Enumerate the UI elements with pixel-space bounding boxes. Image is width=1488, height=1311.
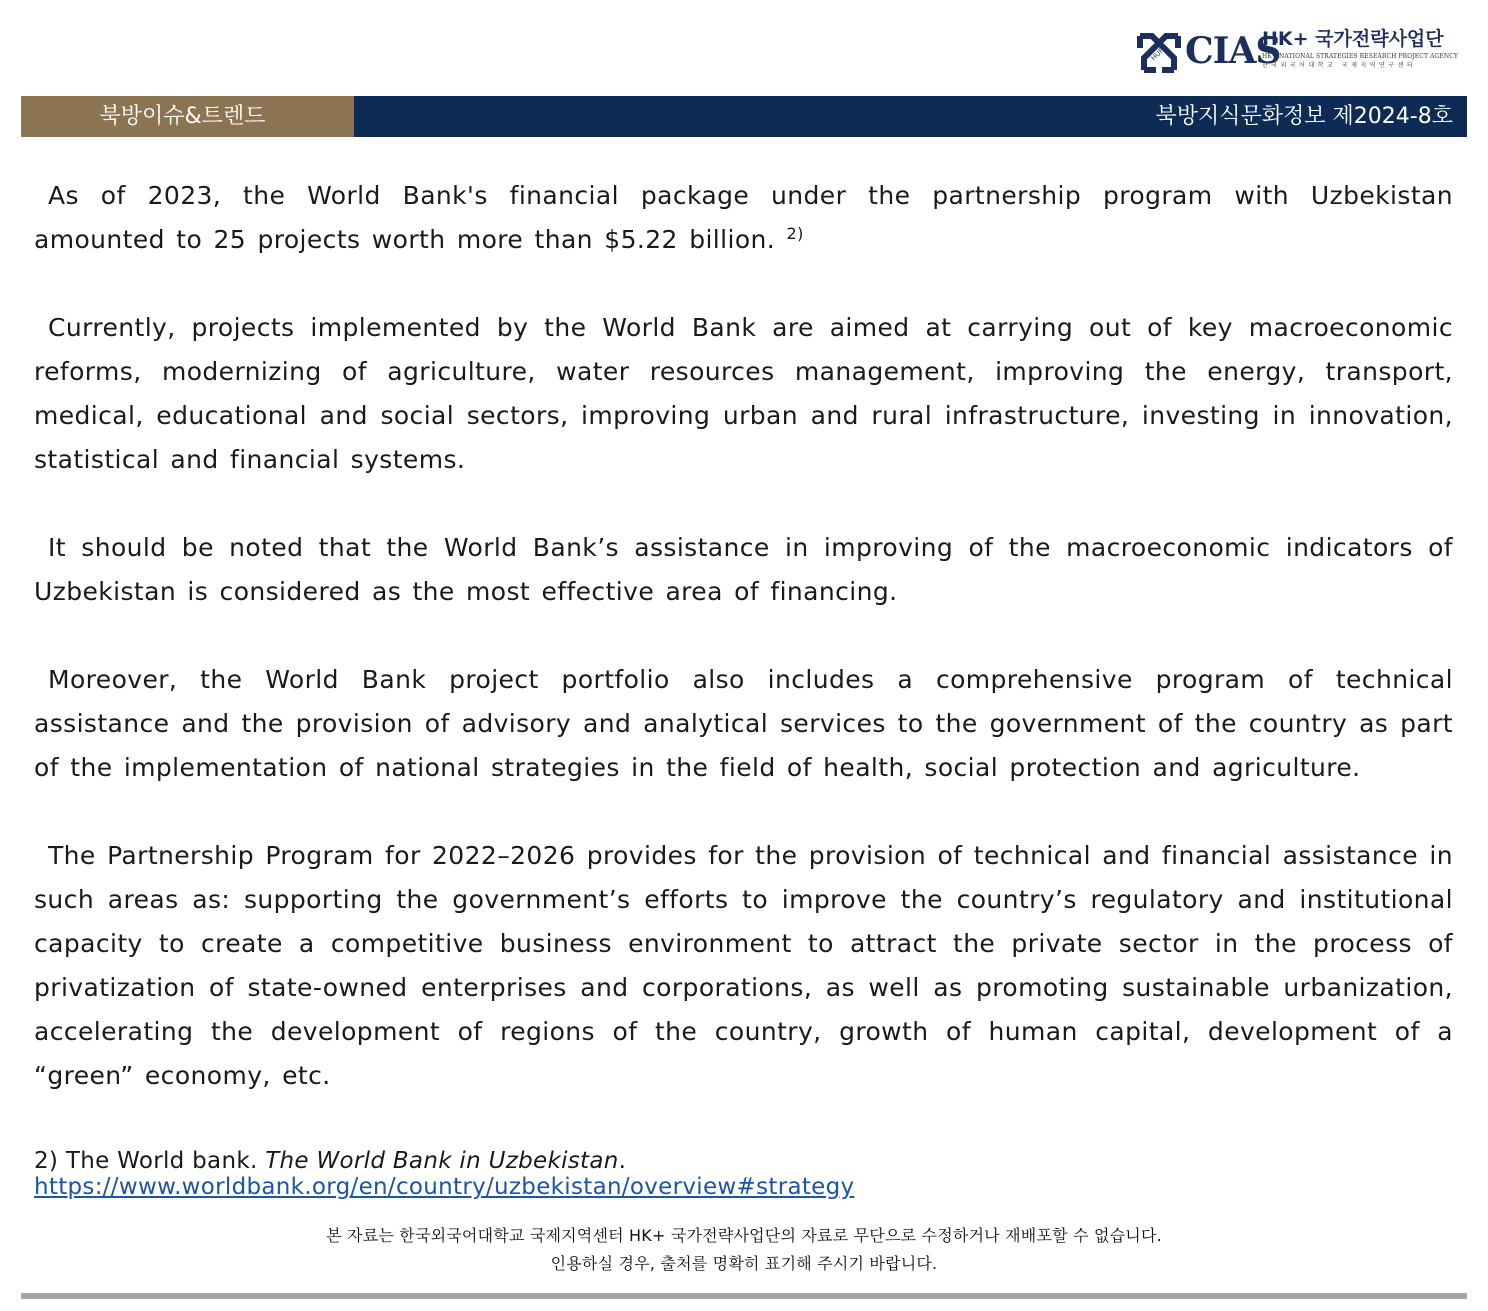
paragraph [34,174,1453,262]
section-label: 북방이슈&트렌드 [21,96,354,137]
bottom-divider [21,1293,1467,1299]
copyright-notice [0,1222,1488,1278]
footnote [34,1148,1453,1200]
notice-line-1: 본 자료는 한국외국어대학교 국제지역센터 HK+ 국가전략사업단의 자료로 무단으로 수정하거나 재배포할 수 없습니다. [326,1226,1162,1245]
footnote-title: The World Bank in Uzbekistan [265,1148,619,1174]
paragraph: The Partnership Program for 2022–2026 provides for the provision of technical and financial assistance in such areas as: supporting the government’s efforts to improve the country’s regulatory and institutional capacity to create a competitive business environment to attract the private sector in the process of privatization of state-owned enterprises and corporations, as well as promoting sustainable urbanization, accelerating the development of regions of the country, growth of human capital, development of a “green” economy, etc. [34,841,1453,1090]
paragraph: It should be noted that the World Bank’s assistance in improving of the macroeconomic indicators of Uzbekistan is considered as the most effective area of financing. [34,533,1453,606]
logo-name: CIAS [1185,30,1281,72]
article-body [34,174,1453,1142]
cias-logo [1136,26,1456,76]
cias-knot-logo-icon [1136,28,1182,74]
logo-title: HK+ 국가전략사업단 [1262,28,1444,50]
paragraph: Currently, projects implemented by the World Bank are aimed at carrying out of key macroeconomic reforms, modernizing of agriculture, water resources management, improving the energy, transport, medical, educational and social sectors, improving urban and rural infrastructure, investing in innovation, statistical and financial systems. [34,313,1453,474]
logo-mark-text: HUFS [1149,43,1169,63]
logo-subtitle-kr: 한국외국어대학교 국제지역연구센터 [1262,62,1417,69]
paragraph-text: As of 2023, the World Bank's financial package under the partnership program with Uzbekistan amounted to 25 projects worth more than $5.22 billion. [34,181,1453,254]
notice-line-2: 인용하실 경우, 출처를 명확히 표기해 주시기 바랍니다. [550,1254,938,1273]
logo-subtitle-en: HK+ NATIONAL STRATEGIES RESEARCH PROJECT AGENCY [1262,53,1458,60]
footnote-number: 2) [34,1148,59,1174]
paragraph: Moreover, the World Bank project portfolio also includes a comprehensive program of technical assistance and the provision of advisory and analytical services to the government of the country as part of the implementation of national strategies in the field of health, social protection and agriculture. [34,665,1453,782]
footnote-citation [34,1148,1453,1174]
header-bar [21,96,1467,137]
footnote-title-suffix: . [618,1148,627,1174]
footnote-reference[interactable]: 2) [786,224,804,243]
footnote-source: The World bank. [65,1148,258,1174]
issue-label: 북방지식문화정보 제2024-8호 [354,96,1467,137]
footnote-link[interactable]: https://www.worldbank.org/en/country/uzbekistan/overview#strategy [34,1174,855,1200]
logo-text-block [1262,26,1456,70]
